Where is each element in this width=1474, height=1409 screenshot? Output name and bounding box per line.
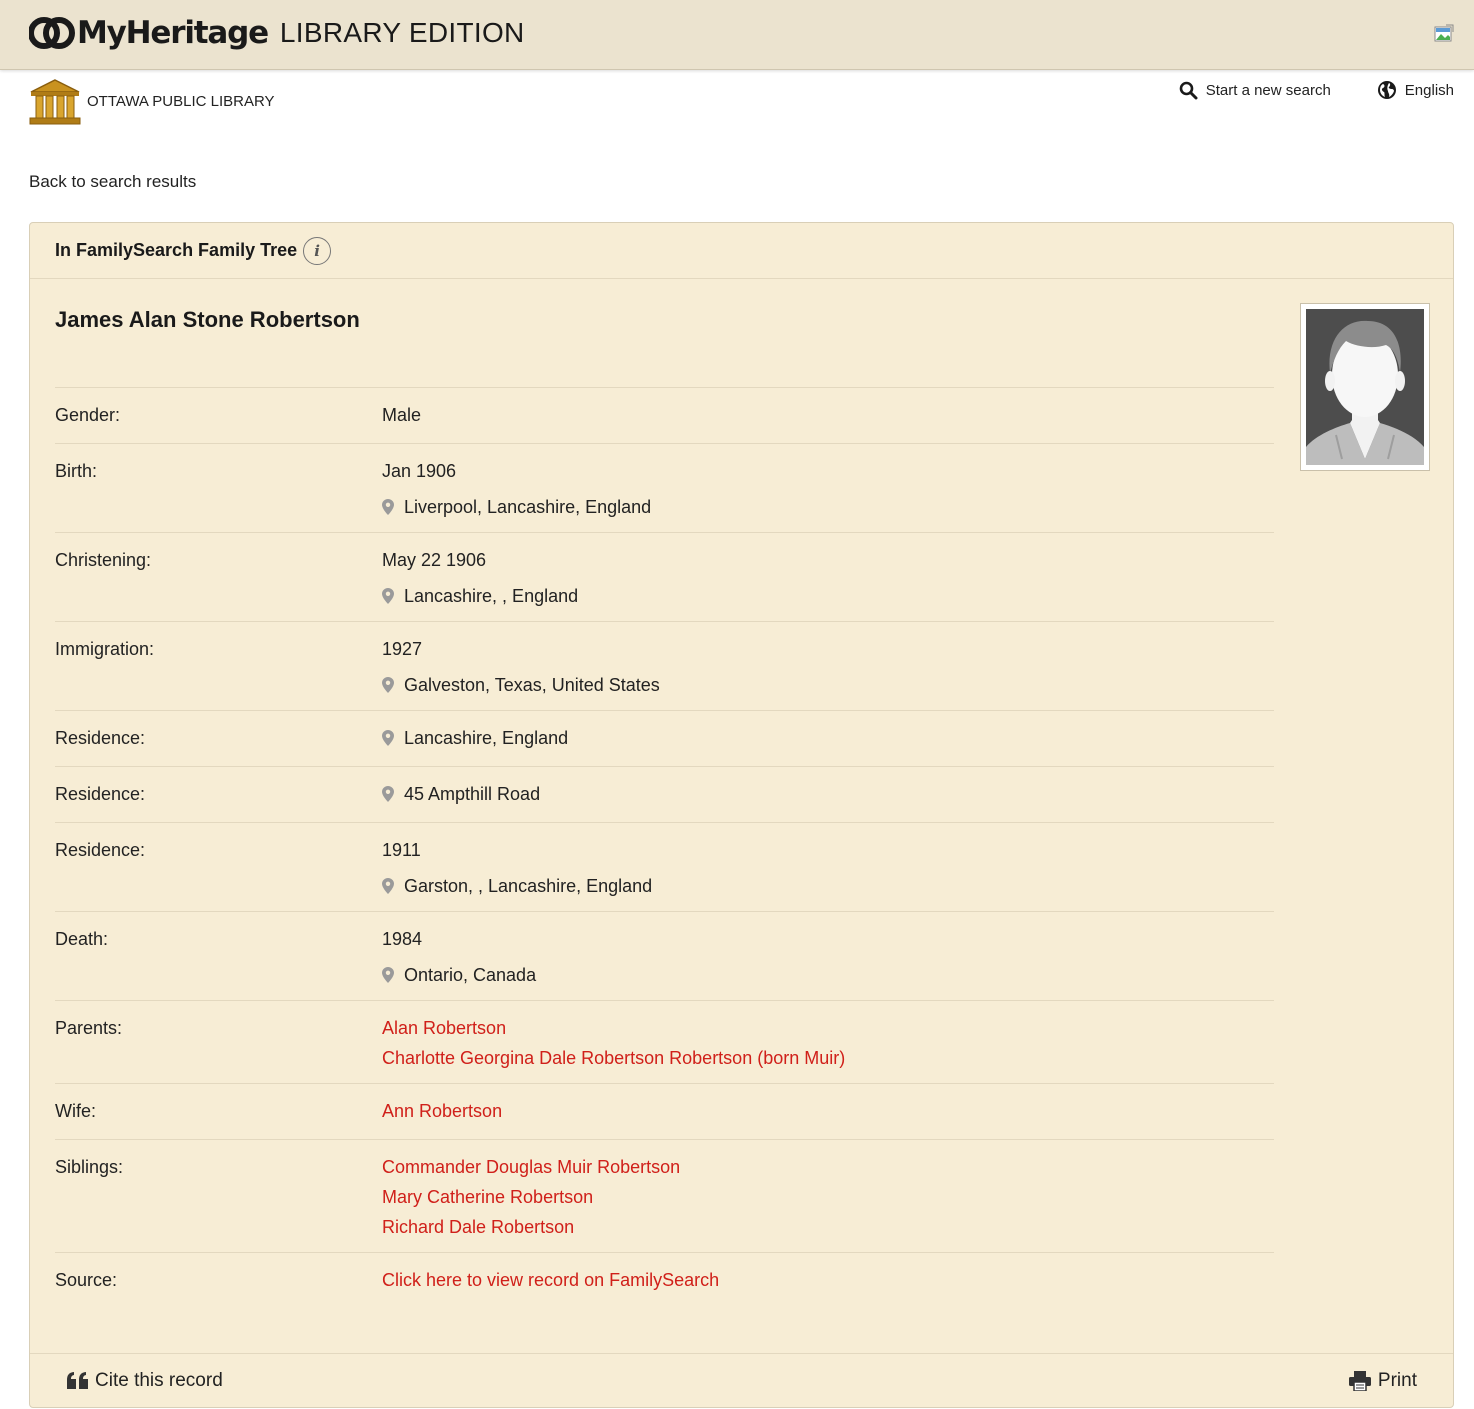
record-details [55,387,1274,1308]
header-links [1179,80,1454,100]
print-label: Print [1377,1369,1417,1391]
row-label: Residence: [55,784,146,804]
cite-record-button[interactable] [67,1370,223,1392]
info-icon[interactable]: i [303,237,331,265]
broken-image-icon[interactable] [1434,24,1454,44]
avatar-silhouette [1306,309,1424,465]
card-footer [30,1353,1453,1407]
globe-icon [1377,80,1397,100]
row-label: Christening: [55,550,152,570]
myheritage-logo[interactable] [29,14,525,52]
row-label: Death: [55,929,109,949]
row-place: 45 Ampthill Road [404,784,541,804]
row-label: Residence: [55,840,146,860]
row-date: Jan 1906 [382,461,457,481]
record-row [55,710,1274,766]
row-place: Garston, , Lancashire, England [404,876,653,896]
record-row-siblings [55,1139,1274,1252]
brand-name: MyHeritage [77,15,268,51]
print-button[interactable] [1349,1370,1417,1392]
row-value: Male [382,405,422,425]
collection-title: In FamilySearch Family Tree [55,240,298,260]
record-row [55,911,1274,1000]
row-label: Immigration: [55,639,155,659]
row-place: Galveston, Texas, United States [404,675,660,695]
person-name: James Alan Stone Robertson [55,307,360,332]
pin-icon [382,967,394,983]
record-row-wife [55,1083,1274,1139]
sibling-link[interactable]: Richard Dale Robertson [382,1217,575,1237]
language-selector[interactable] [1377,80,1454,100]
record-row [55,766,1274,822]
search-icon [1179,81,1198,100]
pin-icon [382,730,394,746]
pin-icon [382,588,394,604]
library-branding [29,78,275,126]
record-row-source [55,1252,1274,1308]
sibling-link[interactable]: Mary Catherine Robertson [382,1187,594,1207]
row-place: Ontario, Canada [404,965,537,985]
row-date: May 22 1906 [382,550,487,570]
row-label: Siblings: [55,1157,124,1177]
source-link[interactable]: Click here to view record on FamilySearch [382,1270,720,1290]
record-row-parents [55,1000,1274,1083]
record-row [55,387,1274,443]
row-label: Gender: [55,405,121,425]
printer-icon [1349,1371,1371,1391]
record-row [55,443,1274,532]
pin-icon [382,786,394,802]
top-header-bar [0,0,1474,70]
myheritage-logo-icon [29,14,75,52]
back-to-results-link[interactable]: Back to search results [29,172,197,191]
edition-label: LIBRARY EDITION [279,17,525,48]
language-label: English [1404,81,1454,99]
profile-photo [1300,303,1430,471]
cite-label: Cite this record [95,1369,223,1391]
row-label: Parents: [55,1018,123,1038]
row-date: 1911 [382,840,421,860]
wife-link[interactable]: Ann Robertson [382,1101,503,1121]
row-label: Birth: [55,461,98,481]
parent-link[interactable]: Alan Robertson [382,1018,507,1038]
quote-icon [67,1372,88,1389]
row-date: 1984 [382,929,423,949]
library-name: OTTAWA PUBLIC LIBRARY [87,92,275,110]
row-label: Wife: [55,1101,97,1121]
record-row [55,532,1274,621]
row-date: 1927 [382,639,423,659]
record-card [29,222,1454,1408]
card-header [30,223,1453,279]
sibling-link[interactable]: Commander Douglas Muir Robertson [382,1157,681,1177]
row-label: Residence: [55,728,146,748]
new-search-link[interactable] [1179,81,1331,100]
row-place: Lancashire, , England [404,586,579,606]
new-search-label: Start a new search [1205,81,1331,99]
pin-icon [382,677,394,693]
record-row [55,822,1274,911]
row-place: Lancashire, England [404,728,569,748]
pin-icon [382,878,394,894]
parent-link[interactable]: Charlotte Georgina Dale Robertson Robertson (born Muir) [382,1048,846,1068]
pin-icon [382,499,394,515]
library-building-icon [29,78,81,126]
row-place: Liverpool, Lancashire, England [404,497,652,517]
record-row [55,621,1274,710]
row-label: Source: [55,1270,118,1290]
